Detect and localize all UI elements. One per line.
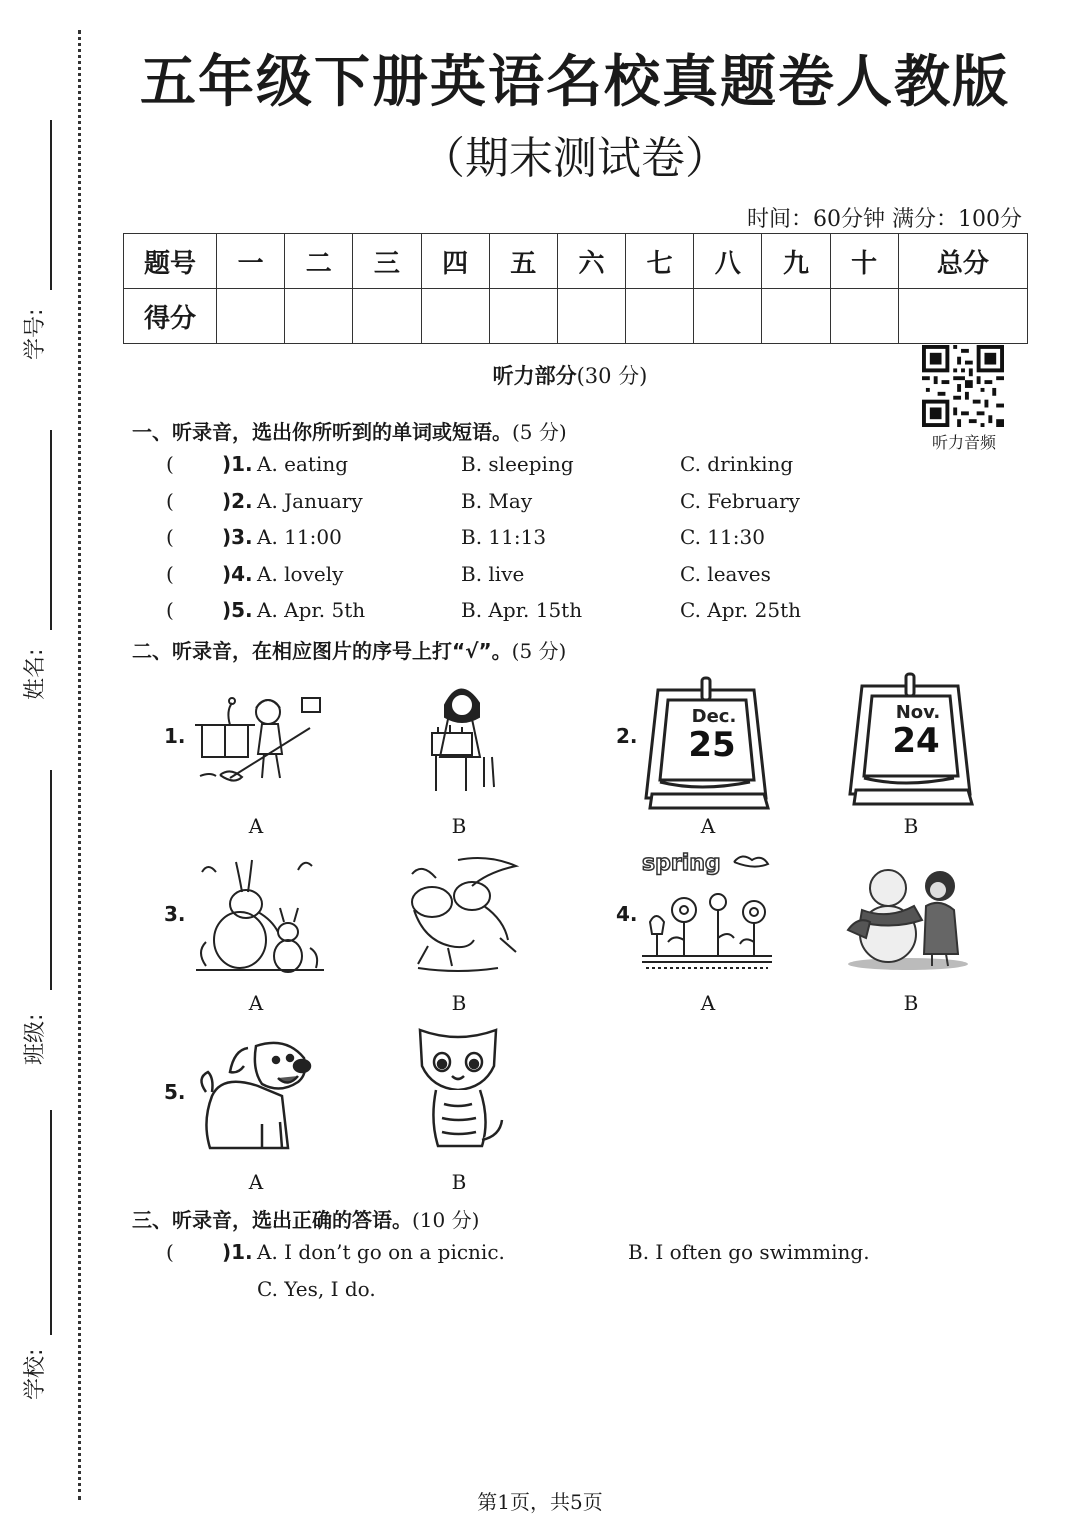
section3-heading [132, 1204, 479, 1233]
section1-points: (5 分) [512, 420, 567, 444]
s2-item1-option-a[interactable]: A [248, 814, 264, 838]
score-col-4: 四 [421, 234, 489, 289]
calendar-b-day: 24 [892, 721, 940, 761]
option-b: B. live [461, 562, 525, 586]
option-c: C. February [680, 489, 800, 513]
option-c: C. leaves [680, 562, 771, 586]
s2-item1-number: 1. [164, 724, 186, 748]
calendar-dec-25-icon[interactable] [638, 676, 770, 818]
section3-points: (10 分) [412, 1208, 480, 1232]
calendar-a-month: Dec. [691, 706, 737, 727]
option-c: C. 11:30 [680, 525, 765, 549]
score-col-1: 一 [217, 234, 285, 289]
score-table [123, 233, 1028, 344]
school-line [50, 1110, 52, 1335]
girl-birthday-cake-icon[interactable] [410, 675, 510, 797]
answer-bracket[interactable]: ( [166, 525, 174, 549]
score-cell[interactable] [285, 289, 353, 344]
name-label: 姓名: [23, 648, 48, 700]
option-a: A. 11:00 [257, 525, 342, 549]
option-c: C. Yes, I do. [257, 1277, 376, 1301]
option-a: A. eating [257, 452, 349, 476]
section2-points: (5 分) [511, 639, 567, 663]
question-number: )3. [222, 525, 253, 549]
option-a: A. January [257, 489, 363, 513]
section1-heading-text: 一、听录音，选出你所听到的单词或短语。 [132, 420, 512, 444]
answer-bracket[interactable]: ( [166, 452, 174, 476]
page-footer: 第1页，共5页 [477, 1490, 603, 1514]
question-number: )1. [222, 1240, 253, 1264]
option-b: B. I often go swimming. [628, 1240, 870, 1264]
s2-item3-option-a[interactable]: A [248, 991, 264, 1015]
section1-heading [132, 416, 567, 445]
score-cell[interactable] [830, 289, 898, 344]
score-col-5: 五 [489, 234, 557, 289]
name-field[interactable] [0, 430, 70, 710]
s2-item5-option-a[interactable]: A [248, 1170, 264, 1194]
spring-label: spring [642, 851, 721, 876]
score-table-score-row [124, 289, 1028, 344]
option-a: A. Apr. 5th [257, 598, 366, 622]
option-a: A. I don’t go on a picnic. [257, 1240, 505, 1264]
score-col-3: 三 [353, 234, 421, 289]
s2-item2-option-b[interactable]: B [903, 814, 919, 838]
score-col-8: 八 [694, 234, 762, 289]
s2-item3-number: 3. [164, 902, 186, 926]
section3-heading-text: 三、听录音，选出正确的答语。 [132, 1208, 412, 1232]
s3-question-1 [166, 1240, 926, 1270]
score-cell[interactable] [353, 289, 421, 344]
option-b: B. May [461, 489, 533, 513]
question-number: )1. [222, 452, 253, 476]
girl-snowman-icon[interactable] [842, 856, 974, 972]
exam-meta: 时间：60分钟 满分：100分 [747, 207, 1022, 232]
s2-item4-option-b[interactable]: B [903, 991, 919, 1015]
score-table-row2-label: 得分 [124, 289, 217, 344]
section2-heading-text: 二、听录音，在相应图片的序号上打“√”。 [132, 639, 512, 663]
score-cell[interactable] [557, 289, 625, 344]
section2-heading [132, 635, 566, 664]
girl-sweeping-icon[interactable] [190, 680, 330, 790]
score-cell[interactable] [421, 289, 489, 344]
s2-item5-option-b[interactable]: B [451, 1170, 467, 1194]
score-col-7: 七 [626, 234, 694, 289]
answer-bracket[interactable]: ( [166, 1240, 174, 1264]
option-b: B. 11:13 [461, 525, 547, 549]
s2-item4-number: 4. [616, 902, 638, 926]
score-cell[interactable] [762, 289, 830, 344]
score-cell[interactable] [489, 289, 557, 344]
option-b: B. Apr. 15th [461, 598, 583, 622]
school-label: 学校: [23, 1348, 48, 1400]
s2-item1-option-b[interactable]: B [451, 814, 467, 838]
page-title: 五年级下册英语名校真题卷人教版 [140, 49, 1010, 115]
listening-title [430, 360, 710, 390]
class-line [50, 770, 52, 990]
score-table-row1-label: 题号 [124, 234, 217, 289]
page-subtitle: （期末测试卷） [421, 133, 729, 184]
option-c: C. Apr. 25th [680, 598, 801, 622]
option-c: C. drinking [680, 452, 794, 476]
question-number: )2. [222, 489, 253, 513]
qr-label: 听力音频 [931, 433, 996, 452]
qr-code-icon[interactable] [922, 345, 1004, 427]
option-b: B. sleeping [461, 452, 574, 476]
answer-bracket[interactable]: ( [166, 489, 174, 513]
school-field[interactable] [0, 1110, 70, 1410]
calendar-a-day: 25 [688, 725, 736, 765]
student-id-line [50, 120, 52, 290]
binding-dotted-line [78, 30, 81, 1500]
calendar-b-month: Nov. [895, 702, 941, 723]
s2-item2-number: 2. [616, 724, 638, 748]
question-number: )4. [222, 562, 253, 586]
score-col-6: 六 [557, 234, 625, 289]
spring-flowers-icon[interactable] [638, 848, 776, 974]
s2-item3-option-b[interactable]: B [451, 991, 467, 1015]
rabbits-sitting-icon[interactable] [192, 852, 328, 976]
s2-item5-number: 5. [164, 1080, 186, 1104]
s2-item2-option-a[interactable]: A [700, 814, 716, 838]
option-a: A. lovely [257, 562, 344, 586]
score-table-header-row [124, 234, 1028, 289]
score-col-total: 总分 [898, 234, 1027, 289]
s2-item4-option-a[interactable]: A [700, 991, 716, 1015]
name-line [50, 430, 52, 630]
student-id-field[interactable] [0, 120, 70, 370]
class-field[interactable] [0, 770, 70, 1070]
listening-points: (30 分) [576, 364, 648, 388]
score-col-9: 九 [762, 234, 830, 289]
class-label: 班级: [23, 1013, 48, 1065]
question-number: )5. [222, 598, 253, 622]
dog-icon[interactable] [192, 1030, 322, 1156]
answer-bracket[interactable]: ( [166, 598, 174, 622]
rabbits-running-icon[interactable] [388, 852, 528, 976]
score-cell[interactable] [898, 289, 1027, 344]
cat-icon[interactable] [406, 1024, 510, 1156]
calendar-nov-24-icon[interactable] [842, 672, 974, 814]
student-id-label: 学号: [23, 308, 48, 360]
answer-bracket[interactable]: ( [166, 562, 174, 586]
score-col-2: 二 [285, 234, 353, 289]
score-cell[interactable] [694, 289, 762, 344]
score-cell[interactable] [217, 289, 285, 344]
score-col-10: 十 [830, 234, 898, 289]
score-cell[interactable] [626, 289, 694, 344]
listening-title-text: 听力部分 [492, 364, 577, 388]
